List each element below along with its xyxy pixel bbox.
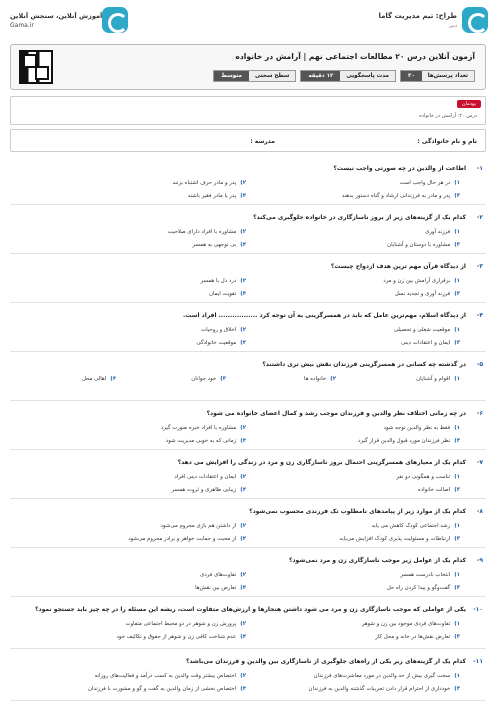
stat-value: ۱۲ دقیقه [301, 71, 340, 81]
question-text: کدام یک از گزینه‌های زیر از بروز ناسازگاری در خانواده جلوگیری می‌کند؟ [253, 214, 466, 221]
answer-option[interactable] [362, 621, 460, 627]
answer-option[interactable] [358, 438, 460, 444]
qr-code-icon[interactable] [19, 50, 53, 84]
option-text: مشاوره با افراد دارای صلاحیت [167, 229, 237, 235]
option-text: نظر فرزندان مورد قبول والدین قرار گیرد [358, 438, 451, 444]
question-number: ۲- [476, 214, 483, 221]
option-text: زیبایی ظاهری و ثروت همسر [171, 487, 237, 493]
question-text: کدام یک از گزینه‌های زیر یکی از راه‌های جلوگیری از ناسازگاری بین والدین و فرزندان می‌باشد؟ [185, 658, 466, 665]
option-number: ۳) [454, 291, 460, 297]
answer-option[interactable] [400, 180, 460, 186]
option-text: مشاوره با دوستان و آشنایان [387, 242, 451, 248]
answer-option[interactable] [416, 376, 460, 382]
question-number: ۵- [476, 361, 483, 368]
question-text: کدام یک از معیارهای همسرگزینی احتمال بروز ناسازگاری زن و مرد در زندگی را افزایش می دهد؟ [177, 459, 466, 466]
answer-option[interactable] [173, 180, 246, 186]
option-text: تفاوت‌های فردی [200, 572, 237, 578]
student-info-row [10, 129, 486, 152]
answer-option[interactable] [418, 487, 460, 493]
option-number: ۴) [240, 487, 246, 493]
answer-option[interactable] [161, 425, 246, 431]
answer-option[interactable] [192, 242, 246, 248]
option-number: ۲) [240, 621, 246, 627]
option-text: برقراری آرامش بین زن و مرد [383, 278, 451, 284]
option-number: ۱) [454, 572, 460, 578]
stat-label: مدت پاسخگویی [340, 71, 395, 81]
option-text: رشد اجتماعی کودک کاهش می یابد [371, 523, 451, 529]
answer-option[interactable] [395, 291, 460, 297]
question-number: ۹- [476, 557, 483, 564]
section-header [10, 96, 486, 125]
site-brand[interactable] [10, 7, 134, 33]
answer-option[interactable] [425, 229, 460, 235]
designer-line: طراح: تیم مدیریت گاما [378, 11, 457, 20]
stat-value: ۲۰ [401, 71, 422, 81]
option-number: ۱) [454, 523, 460, 529]
answer-option[interactable] [82, 376, 116, 382]
question-list [10, 156, 486, 701]
option-text: زمانی که به خوبی مدیریت شود [165, 438, 237, 444]
option-text: اقوام و آشنایان [416, 376, 451, 382]
stat-value: متوسط [214, 71, 249, 81]
answer-option[interactable] [128, 536, 246, 542]
option-number: ۱) [454, 474, 460, 480]
option-number: ۲) [240, 572, 246, 578]
option-number: ۲) [330, 376, 336, 382]
option-text: اصالت خانواده [417, 487, 451, 493]
option-text: گفت‌وگو و پیدا کردن راه حل [386, 585, 451, 591]
option-text: تعارض بین نقش‌ها [195, 585, 237, 591]
option-number: ۳) [454, 487, 460, 493]
stat-question-count [400, 70, 475, 82]
option-number: ۲) [240, 425, 246, 431]
question-text: کدام یک از موارد زیر از پیامدهای نامطلوب تک فرزندی محسوب نمی‌شود؟ [249, 508, 466, 515]
answer-option[interactable] [191, 376, 226, 382]
option-text: از محبت و حمایت خواهر و برادر محروم می‌شود [128, 536, 237, 542]
exam-title: آزمون آنلاین درس ۲۰ مطالعات اجتماعی نهم | آرامش در خانواده [235, 52, 475, 61]
option-number: ۳) [454, 193, 460, 199]
option-text: خود جوانان [191, 376, 217, 382]
option-number: ۲) [240, 523, 246, 529]
option-text: تقویت ایمان [208, 291, 237, 297]
option-number: ۱) [454, 425, 460, 431]
answer-option[interactable] [201, 327, 246, 333]
question-text: اطاعت از والدین در چه صورتی واجب نیست؟ [333, 165, 466, 172]
option-text: در هر حال واجب است [399, 180, 451, 186]
question-text: یکی از عواملی که موجب ناسازگاری زن و مرد می شود داشتن هنجارها و ارزش‌های متفاوت است، ریشه این مسئله را در چه چیز باید جستجو نمود؟ [35, 606, 466, 613]
school-label: مدرسه : [250, 138, 275, 145]
site-tagline: آموزش آنلاین، سنجش آنلاین [10, 11, 103, 20]
option-number: ۳) [454, 634, 460, 640]
option-number: ۴) [240, 340, 246, 346]
option-text: خودداری از احترام قرار دادن تجربیات گذشته والدین به فرزندان [308, 686, 451, 692]
option-text: انتخاب نادرست همسر [400, 572, 451, 578]
option-text: تناسب و همگونی دو نفر [396, 474, 451, 480]
teacher-line: دبیر [449, 22, 457, 29]
answer-option[interactable] [200, 572, 246, 578]
option-number: ۱) [454, 327, 460, 333]
option-text: عدم شناخت کافی زن و شوهر از حقوق و تکالیف خود [116, 634, 237, 640]
option-text: پدر و مادر حرف اشتباه بزنند [172, 180, 237, 186]
answer-option[interactable] [88, 686, 246, 692]
stat-difficulty [213, 70, 296, 82]
option-text: تعارض نقش‌ها در خانه و محل کار [375, 634, 451, 640]
question-number: ۱۰- [473, 606, 483, 613]
question-number: ۶- [476, 410, 483, 417]
option-text: درد دل با همسر [200, 278, 237, 284]
question-number: ۱- [476, 165, 483, 172]
option-text: اختصاص بیشتر وقت والدین به کسب درآمد و فعالیت‌های روزانه [94, 673, 237, 679]
option-text: فرزند آوری [425, 229, 451, 235]
answer-option[interactable] [174, 474, 246, 480]
gama-logo-icon [462, 7, 488, 33]
question-item [10, 597, 486, 649]
option-number: ۴) [240, 438, 246, 444]
gama-site-logo-icon [102, 7, 128, 33]
option-number: ۱) [454, 180, 460, 186]
question-item [10, 649, 486, 701]
option-number: ۴) [110, 376, 116, 382]
answer-option[interactable] [387, 242, 460, 248]
option-number: ۳) [454, 536, 460, 542]
answer-option[interactable] [197, 340, 246, 346]
answer-option[interactable] [125, 621, 246, 627]
section-subtitle: درس ۲۰: آرامش در خانواده [419, 113, 477, 119]
answer-option[interactable] [314, 673, 460, 679]
option-number: ۳) [454, 585, 460, 591]
answer-option[interactable] [383, 278, 460, 284]
question-number: ۸- [476, 508, 483, 515]
option-text: اختصاص بخشی از زمان والدین به گفت و گو و مشورت با فرزندان [87, 686, 237, 692]
option-text: مشاوره با افراد خبره صورت گیرد [160, 425, 237, 431]
answer-option[interactable] [394, 327, 460, 333]
option-text: موقعیت شغلی و تحصیلی [393, 327, 451, 333]
option-text: فرزند آوری و تجدید نسل [394, 291, 451, 297]
option-number: ۲) [240, 278, 246, 284]
stat-label: تعداد پرسش‌ها [422, 71, 474, 81]
option-number: ۴) [240, 536, 246, 542]
student-name-label: نام و نام خانوادگی : [417, 138, 477, 145]
exam-info-box [10, 44, 486, 90]
question-text: در چه زمانی اختلاف نظر والدین و فرزندان موجب رشد و کمال اعضای خانواده می شود؟ [206, 410, 466, 417]
question-item [10, 401, 486, 450]
option-text: فقط به نظر والدین توجه شود [383, 425, 451, 431]
exam-stats [209, 70, 475, 82]
question-text: از دیدگاه قرآن مهم ترین هدف ازدواج چیست؟ [330, 263, 466, 270]
option-number: ۱) [454, 278, 460, 284]
question-text: در گذشته چه کسانی در همسرگزینی فرزندان نقش بیش تری داشتند؟ [262, 361, 466, 368]
answer-option[interactable] [387, 585, 460, 591]
answer-option[interactable] [309, 686, 460, 692]
answer-option[interactable] [396, 474, 460, 480]
option-text: بی توجهی به همسر [192, 242, 237, 248]
question-item [10, 303, 486, 352]
option-number: ۳) [454, 438, 460, 444]
answer-option[interactable] [339, 536, 460, 542]
question-item [10, 254, 486, 303]
answer-option[interactable] [172, 487, 246, 493]
answer-option[interactable] [95, 673, 246, 679]
answer-option[interactable] [195, 585, 246, 591]
answer-option[interactable] [384, 425, 460, 431]
option-number: ۲) [240, 474, 246, 480]
option-number: ۲) [240, 673, 246, 679]
option-number: ۱) [454, 229, 460, 235]
answer-option[interactable] [375, 634, 460, 640]
question-item [10, 548, 486, 597]
option-number: ۴) [240, 242, 246, 248]
option-text: پدر و مادر به فرزندانی ارشاد و گناه دستور بدهند [341, 193, 451, 199]
option-text: ایمان و اعتقادات دینی [401, 340, 451, 346]
answer-option[interactable] [304, 376, 336, 382]
option-number: ۴) [240, 585, 246, 591]
answer-option[interactable] [342, 193, 460, 199]
question-number: ۱۱- [473, 658, 483, 665]
answer-option[interactable] [400, 572, 460, 578]
question-text: از دیدگاه اسلام، مهم‌ترین عامل که باید در همسرگزینی به آن توجه کرد ................. افراد است. [183, 312, 466, 319]
option-text: سخت گیری بیش از حد والدین در مورد معاشرت‌های فرزندان [313, 673, 451, 679]
option-text: تفاوت‌های فردی موجود بین زن و شوهر [361, 621, 451, 627]
question-text: کدام یک از عوامل زیر موجب ناسازگاری زن و مرد نمی‌شود؟ [289, 557, 466, 564]
option-number: ۴) [240, 634, 246, 640]
question-number: ۳- [476, 263, 483, 270]
answer-option[interactable] [117, 634, 246, 640]
question-item [10, 499, 486, 548]
option-number: ۳) [454, 340, 460, 346]
answer-option[interactable] [371, 523, 460, 529]
option-text: موقعیت خانوادگی [196, 340, 237, 346]
question-item [10, 450, 486, 499]
answer-option[interactable] [168, 229, 246, 235]
option-number: ۴) [240, 686, 246, 692]
answer-option[interactable] [401, 340, 460, 346]
option-number: ۳) [454, 242, 460, 248]
site-url[interactable]: Gama.ir [10, 21, 34, 29]
answer-option[interactable] [188, 193, 246, 199]
stat-label: سطح سختی [249, 71, 295, 81]
question-number: ۷- [476, 459, 483, 466]
option-text: پرورش زن و شوهر در دو محیط اجتماعی متفاوت [125, 621, 237, 627]
designer-brand [378, 7, 488, 33]
option-text: پدر یا مادر فقیر باشند [187, 193, 237, 199]
option-number: ۲) [240, 327, 246, 333]
option-text: ایمان و اعتقادات دینی افراد [174, 474, 237, 480]
stat-duration [300, 70, 396, 82]
page-header [0, 0, 496, 44]
option-number: ۳) [220, 376, 226, 382]
answer-option[interactable] [200, 278, 246, 284]
option-text: اخلاق و روحیات [201, 327, 237, 333]
question-number: ۴- [476, 312, 483, 319]
option-number: ۴) [240, 291, 246, 297]
option-number: ۴) [240, 193, 246, 199]
question-item [10, 156, 486, 205]
section-badge: پودمان [457, 100, 481, 108]
option-number: ۱) [454, 621, 460, 627]
option-number: ۳) [454, 686, 460, 692]
question-item [10, 352, 486, 401]
option-number: ۱) [454, 673, 460, 679]
answer-option[interactable] [209, 291, 246, 297]
option-text: اهالی محل [81, 376, 107, 382]
option-number: ۲) [240, 180, 246, 186]
option-number: ۲) [240, 229, 246, 235]
option-text: ارتباطات و مسئولیت پذیری کودک افزایش می‌یابد [339, 536, 451, 542]
question-item [10, 205, 486, 254]
answer-option[interactable] [161, 523, 246, 529]
option-text: خانواده ها [304, 376, 327, 382]
answer-option[interactable] [166, 438, 246, 444]
option-text: از داشتن هم بازی محروم می‌شود [160, 523, 237, 529]
option-number: ۱) [454, 376, 460, 382]
